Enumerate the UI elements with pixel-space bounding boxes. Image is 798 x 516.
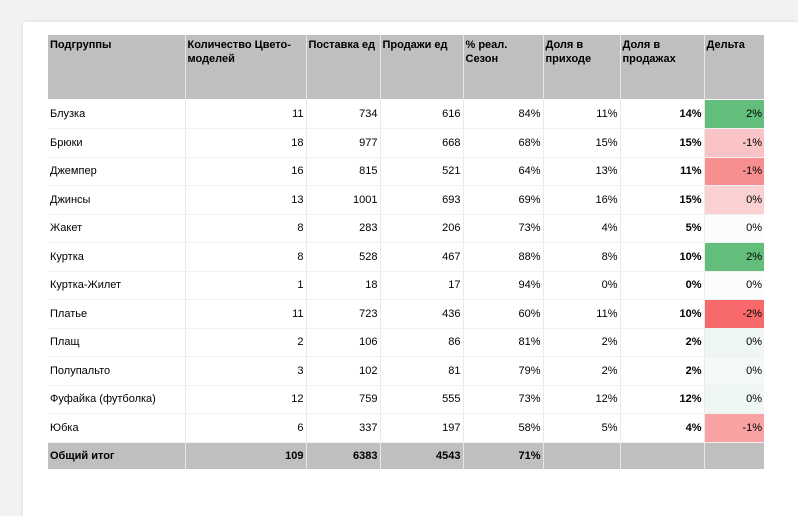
realization-cell[interactable]: 73% [463,214,543,243]
supply-cell[interactable]: 106 [306,328,380,357]
share-sales-cell[interactable]: 14% [620,100,704,129]
supply-cell[interactable]: 977 [306,129,380,158]
share-sales-cell[interactable]: 2% [620,328,704,357]
table-row [48,357,764,386]
realization-cell[interactable]: 84% [463,100,543,129]
realization-cell[interactable]: 58% [463,414,543,443]
color-models-cell[interactable]: 1 [185,271,306,300]
share-income-cell[interactable]: 2% [543,328,620,357]
sales-cell[interactable]: 668 [380,129,463,158]
subgroup-cell[interactable]: Юбка [48,414,185,443]
delta-cell[interactable]: 0% [704,385,764,414]
share-sales-cell[interactable]: 15% [620,186,704,215]
share-sales-cell[interactable]: 4% [620,414,704,443]
supply-cell[interactable]: 723 [306,300,380,329]
header-share-sales[interactable]: Доля в продажах [620,35,704,99]
share-sales-cell[interactable]: 0% [620,271,704,300]
delta-cell[interactable]: 2% [704,243,764,272]
share-income-cell[interactable]: 12% [543,385,620,414]
supply-cell[interactable]: 528 [306,243,380,272]
header-subgroup[interactable]: Подгруппы [48,35,185,99]
color-models-cell[interactable]: 11 [185,100,306,129]
share-income-cell[interactable]: 16% [543,186,620,215]
delta-cell[interactable]: 0% [704,214,764,243]
realization-cell[interactable]: 69% [463,186,543,215]
realization-cell[interactable]: 79% [463,357,543,386]
total-subgroup-cell[interactable]: Общий итог [48,442,185,469]
sales-cell[interactable]: 17 [380,271,463,300]
subgroup-cell[interactable]: Джинсы [48,186,185,215]
total-supply-cell[interactable]: 6383 [306,442,380,469]
share-income-cell[interactable]: 8% [543,243,620,272]
supply-cell[interactable]: 1001 [306,186,380,215]
share-sales-cell[interactable]: 15% [620,129,704,158]
color-models-cell[interactable]: 11 [185,300,306,329]
share-sales-cell[interactable]: 5% [620,214,704,243]
table-row [48,186,764,215]
sales-cell[interactable]: 197 [380,414,463,443]
pivot-table [48,35,765,469]
sales-cell[interactable]: 86 [380,328,463,357]
subgroup-cell[interactable]: Джемпер [48,157,185,186]
share-sales-cell[interactable]: 12% [620,385,704,414]
table-row [48,414,764,443]
table-row [48,243,764,272]
header-sales[interactable]: Продажи ед [380,35,463,99]
table-row [48,214,764,243]
supply-cell[interactable]: 759 [306,385,380,414]
total-sales-cell[interactable]: 4543 [380,442,463,469]
total-share-income-cell[interactable] [543,442,620,469]
delta-cell[interactable]: 2% [704,100,764,129]
realization-cell[interactable]: 73% [463,385,543,414]
table-row [48,300,764,329]
sales-cell[interactable]: 81 [380,357,463,386]
color-models-cell[interactable]: 6 [185,414,306,443]
subgroup-cell[interactable]: Плащ [48,328,185,357]
subgroup-cell[interactable]: Платье [48,300,185,329]
supply-cell[interactable]: 734 [306,100,380,129]
total-row [48,442,764,469]
share-income-cell[interactable]: 13% [543,157,620,186]
table-row [48,157,764,186]
header-delta[interactable]: Дельта [704,35,764,99]
subgroup-cell[interactable]: Фуфайка (футболка) [48,385,185,414]
total-share-sales-cell[interactable] [620,442,704,469]
header-share-income[interactable]: Доля в приходе [543,35,620,99]
table-row [48,100,764,129]
share-income-cell[interactable]: 11% [543,300,620,329]
realization-cell[interactable]: 68% [463,129,543,158]
table-row [48,129,764,158]
color-models-cell[interactable]: 8 [185,214,306,243]
color-models-cell[interactable]: 16 [185,157,306,186]
subgroup-cell[interactable]: Блузка [48,100,185,129]
delta-cell[interactable]: 0% [704,328,764,357]
total-realization-cell[interactable]: 71% [463,442,543,469]
realization-cell[interactable]: 88% [463,243,543,272]
supply-cell[interactable]: 102 [306,357,380,386]
table-body [48,99,764,442]
header-supply[interactable]: Поставка ед [306,35,380,99]
sales-cell[interactable]: 521 [380,157,463,186]
share-income-cell[interactable]: 15% [543,129,620,158]
realization-cell[interactable]: 94% [463,271,543,300]
sales-cell[interactable]: 467 [380,243,463,272]
sales-cell[interactable]: 206 [380,214,463,243]
supply-cell[interactable]: 18 [306,271,380,300]
realization-cell[interactable]: 60% [463,300,543,329]
realization-cell[interactable]: 64% [463,157,543,186]
subgroup-cell[interactable]: Полупальто [48,357,185,386]
supply-cell[interactable]: 815 [306,157,380,186]
share-sales-cell[interactable]: 10% [620,300,704,329]
table-row [48,271,764,300]
total-color-models-cell[interactable]: 109 [185,442,306,469]
header-row [48,35,764,99]
header-realization[interactable]: % реал. Сезон [463,35,543,99]
color-models-cell[interactable]: 18 [185,129,306,158]
delta-cell[interactable]: -1% [704,129,764,158]
delta-cell[interactable]: -1% [704,157,764,186]
color-models-cell[interactable]: 8 [185,243,306,272]
share-income-cell[interactable]: 5% [543,414,620,443]
color-models-cell[interactable]: 2 [185,328,306,357]
total-delta-cell[interactable] [704,442,764,469]
share-sales-cell[interactable]: 2% [620,357,704,386]
delta-cell[interactable]: 0% [704,357,764,386]
sales-cell[interactable]: 555 [380,385,463,414]
supply-cell[interactable]: 337 [306,414,380,443]
table-row [48,328,764,357]
share-sales-cell[interactable]: 11% [620,157,704,186]
subgroup-cell[interactable]: Куртка [48,243,185,272]
sales-cell[interactable]: 616 [380,100,463,129]
color-models-cell[interactable]: 3 [185,357,306,386]
subgroup-cell[interactable]: Брюки [48,129,185,158]
delta-cell[interactable]: 0% [704,186,764,215]
delta-cell[interactable]: 0% [704,271,764,300]
sales-cell[interactable]: 436 [380,300,463,329]
share-income-cell[interactable]: 0% [543,271,620,300]
color-models-cell[interactable]: 13 [185,186,306,215]
subgroup-cell[interactable]: Куртка-Жилет [48,271,185,300]
supply-cell[interactable]: 283 [306,214,380,243]
sales-cell[interactable]: 693 [380,186,463,215]
delta-cell[interactable]: -1% [704,414,764,443]
header-color-models[interactable]: Количество Цвето-моделей [185,35,306,99]
subgroup-cell[interactable]: Жакет [48,214,185,243]
realization-cell[interactable]: 81% [463,328,543,357]
share-income-cell[interactable]: 4% [543,214,620,243]
share-income-cell[interactable]: 2% [543,357,620,386]
delta-cell[interactable]: -2% [704,300,764,329]
table-row [48,385,764,414]
share-income-cell[interactable]: 11% [543,100,620,129]
share-sales-cell[interactable]: 10% [620,243,704,272]
color-models-cell[interactable]: 12 [185,385,306,414]
